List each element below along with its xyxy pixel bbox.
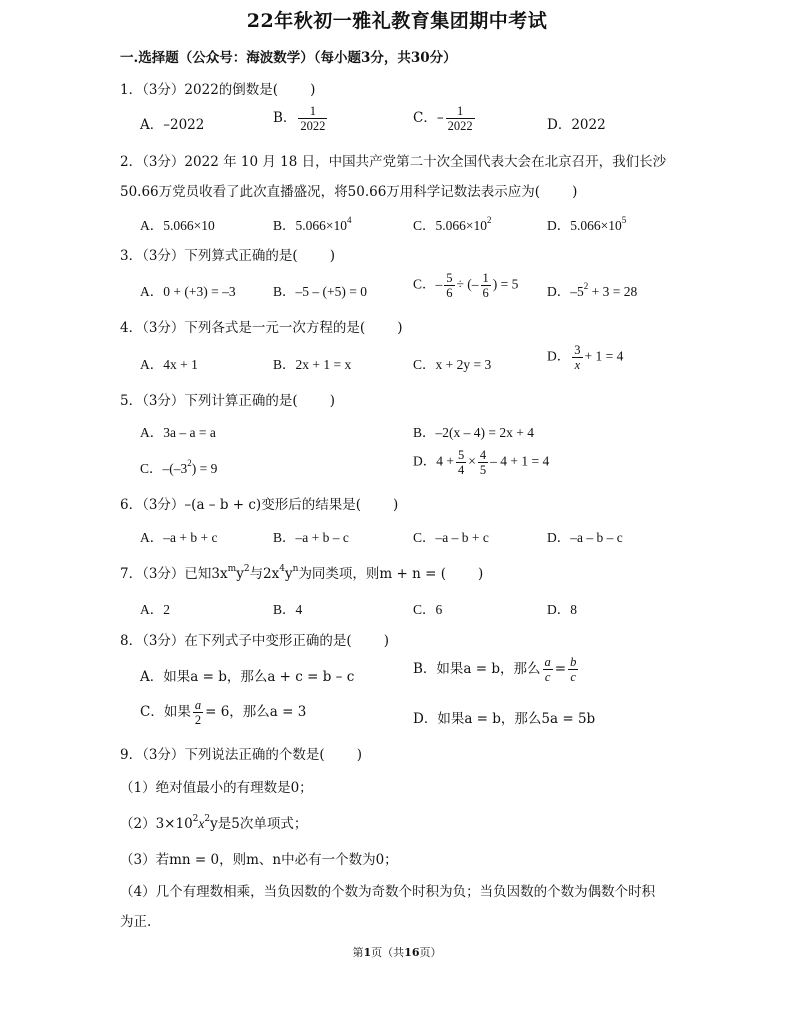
question-5-stem: 5．（3分）下列计算正确的是( )	[120, 393, 335, 409]
section-heading: 一.选择题（公众号：海波数学）（每小题3分，共30分）	[120, 50, 457, 66]
question-3-option-d: D．$-5^2 + 3 = 28$	[547, 281, 638, 299]
question-9-statement-4-line2: 为正.	[120, 914, 152, 930]
question-8-option-b: B．如果a = b，那么 $\frac{a}{c}$ = $\frac{b}{c}$	[413, 655, 577, 684]
question-3-stem: 3．（3分）下列算式正确的是( )	[120, 248, 335, 264]
question-6-option-d: D．–a – b – c	[547, 530, 623, 545]
question-9-stem: 9．（3分）下列说法正确的个数是( )	[120, 747, 362, 763]
question-5-option-d: D．4 + $\frac{5}{4}$ × $\frac{4}{5}$ – 4 + 1 = 4	[413, 448, 550, 477]
question-2-option-a: A．5.066×10	[140, 218, 215, 233]
question-6-option-c: C．–a – b + c	[413, 530, 489, 545]
question-9-statement-3: （3）若mn = 0，则m、n中必有一个数为0；	[120, 852, 398, 868]
question-4-option-b: B．2x + 1 = x	[273, 357, 352, 372]
question-7-option-c: C．6	[413, 602, 443, 617]
question-8-stem: 8．（3分）在下列式子中变形正确的是( )	[120, 633, 389, 649]
question-2-stem-line2: 50.66万党员收看了此次直播盛况，将50.66万用科学记数法表示应为( )	[120, 184, 578, 200]
question-7-option-d: D．8	[547, 602, 577, 617]
question-6-option-a: A．–a + b + c	[140, 530, 218, 545]
question-7-option-b: B．4	[273, 602, 303, 617]
question-4-option-a: A．4x + 1	[140, 357, 198, 372]
question-8-option-a: A．如果a = b，那么a + c = b – c	[140, 669, 355, 685]
question-1-option-b: B． $\frac{1}{2022}$	[273, 104, 326, 133]
question-5-option-a: A．3a – a = a	[140, 425, 216, 440]
exam-title: 22年秋初一雅礼教育集团期中考试	[246, 10, 548, 32]
question-1-stem: 1．（3分）2022的倒数是( )	[120, 82, 316, 98]
question-2-option-c: C．$5.066\times 10^2$	[413, 215, 492, 233]
question-5-option-c: C．$-(-3^2) = 9$	[140, 458, 218, 476]
question-6-stem: 6．（3分）–(a – b + c)变形后的结果是( )	[120, 497, 399, 513]
question-4-option-d: D． $\frac{3}{x}$ + 1 = 4	[547, 343, 624, 372]
question-4-option-c: C．x + 2y = 3	[413, 357, 492, 372]
question-2-option-b: B．$5.066\times 10^4$	[273, 215, 352, 233]
question-7-stem: 7．（3分）已知$3x^my^2$与$2x^4y^n$为同类项，则m + n = ( )	[120, 564, 484, 582]
question-7-option-a: A．2	[140, 602, 170, 617]
question-8-option-d: D．如果a = b，那么5a = 5b	[413, 711, 596, 727]
question-6-option-b: B．–a + b – c	[273, 530, 349, 545]
page-footer: 第1页（共16页）	[352, 946, 442, 959]
question-8-option-c: C．如果 $\frac{a}{2}$ = 6，那么a = 3	[140, 698, 307, 727]
question-3-option-a: A．0 + (+3) = –3	[140, 284, 236, 299]
question-2-stem-line1: 2．（3分）2022 年 10 月 18 日，中国共产党第二十次全国代表大会在北京召开，我们长沙	[120, 154, 667, 170]
question-9-statement-2: $(2)3\times 10^2x^2y$是5次单项式；	[120, 814, 308, 832]
question-1-option-c: C．– $\frac{1}{2022}$	[413, 104, 473, 133]
question-1-option-a: A．–2022	[140, 117, 205, 133]
question-3-option-b: B．–5 – (+5) = 0	[273, 284, 367, 299]
question-3-option-c: C．– $\frac{5}{6}$ ÷ (– $\frac{1}{6}$ ) = 5	[413, 271, 519, 300]
question-4-stem: 4．（3分）下列各式是一元一次方程的是( )	[120, 320, 403, 336]
question-1-option-d: D．2022	[547, 117, 606, 133]
question-2-option-d: D．$5.066\times 10^5$	[547, 215, 627, 233]
question-9-statement-1: （1）绝对值最小的有理数是0；	[120, 780, 313, 796]
question-9-statement-4-line1: （4）几个有理数相乘，当负因数的个数为奇数个时积为负；当负因数的个数为偶数个时积	[120, 884, 656, 900]
question-5-option-b: B．–2(x – 4) = 2x + 4	[413, 425, 534, 440]
